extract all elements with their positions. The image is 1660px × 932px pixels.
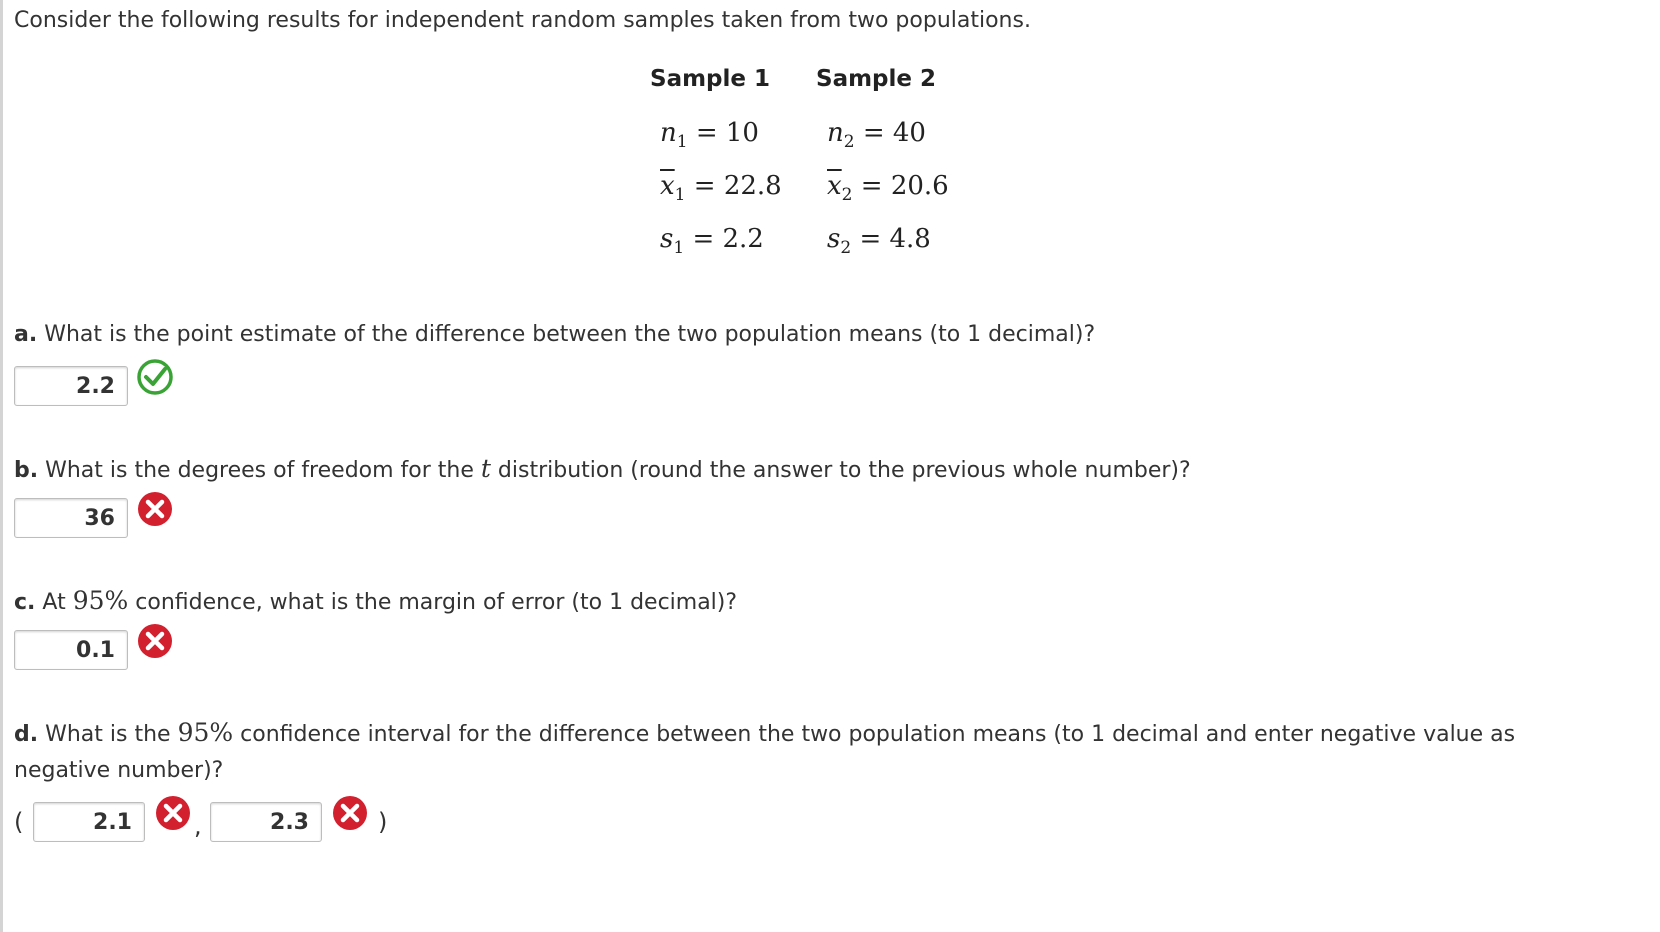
question-b-label: b. (14, 458, 39, 483)
answer-c-input[interactable]: 0.1 (14, 630, 128, 670)
interval-comma: , (194, 812, 202, 840)
question-c-label: c. (14, 590, 36, 615)
sample-2-mean: $\overline{x}_2 = 20.6$ (827, 171, 949, 205)
t-symbol: t (480, 454, 491, 483)
question-d-line2: negative number)? (14, 758, 224, 783)
open-parenthesis: ( (14, 808, 24, 836)
left-border-rule (0, 0, 3, 932)
correct-check-icon (136, 358, 174, 396)
sample-1-sd: $s_1 = 2.2$ (660, 224, 764, 258)
question-d: d. What is the 95% confidence interval for the difference between the two population means (to 1 decimal and enter negative value as (14, 718, 1516, 747)
answer-d-upper-input[interactable]: 2.3 (210, 802, 322, 842)
question-c: c. At 95% confidence, what is the margin of error (to 1 decimal)? (14, 586, 738, 615)
sample-1-n: $n_1 = 10$ (660, 118, 759, 152)
sample-1-header: Sample 1 (650, 66, 771, 92)
confidence-percent: 95% (72, 586, 129, 615)
confidence-percent: 95% (177, 718, 234, 747)
incorrect-x-icon (331, 794, 369, 832)
question-a (14, 322, 1095, 347)
incorrect-x-icon (136, 622, 174, 660)
answer-a-input[interactable]: 2.2 (14, 366, 128, 406)
question-a-label: a. (14, 322, 38, 347)
question-b: b. What is the degrees of freedom for the t distribution (round the answer to the previous whole number)? (14, 454, 1191, 483)
problem-prompt: Consider the following results for independent random samples taken from two populations. (14, 8, 1031, 33)
sample-2-sd: $s_2 = 4.8$ (827, 224, 931, 258)
sample-2-header: Sample 2 (816, 66, 937, 92)
sample-statistics-table (650, 66, 1010, 266)
answer-b-input[interactable]: 36 (14, 498, 128, 538)
answer-d-lower-input[interactable]: 2.1 (33, 802, 145, 842)
incorrect-x-icon (154, 794, 192, 832)
question-d-label: d. (14, 722, 39, 747)
sample-1-mean: $\overline{x}_1 = 22.8$ (660, 171, 782, 205)
incorrect-x-icon (136, 490, 174, 528)
close-parenthesis: ) (378, 808, 388, 836)
question-a-text: What is the point estimate of the difference between the two population means (to 1 decimal)? (37, 322, 1096, 347)
sample-2-n: $n_2 = 40$ (827, 118, 926, 152)
